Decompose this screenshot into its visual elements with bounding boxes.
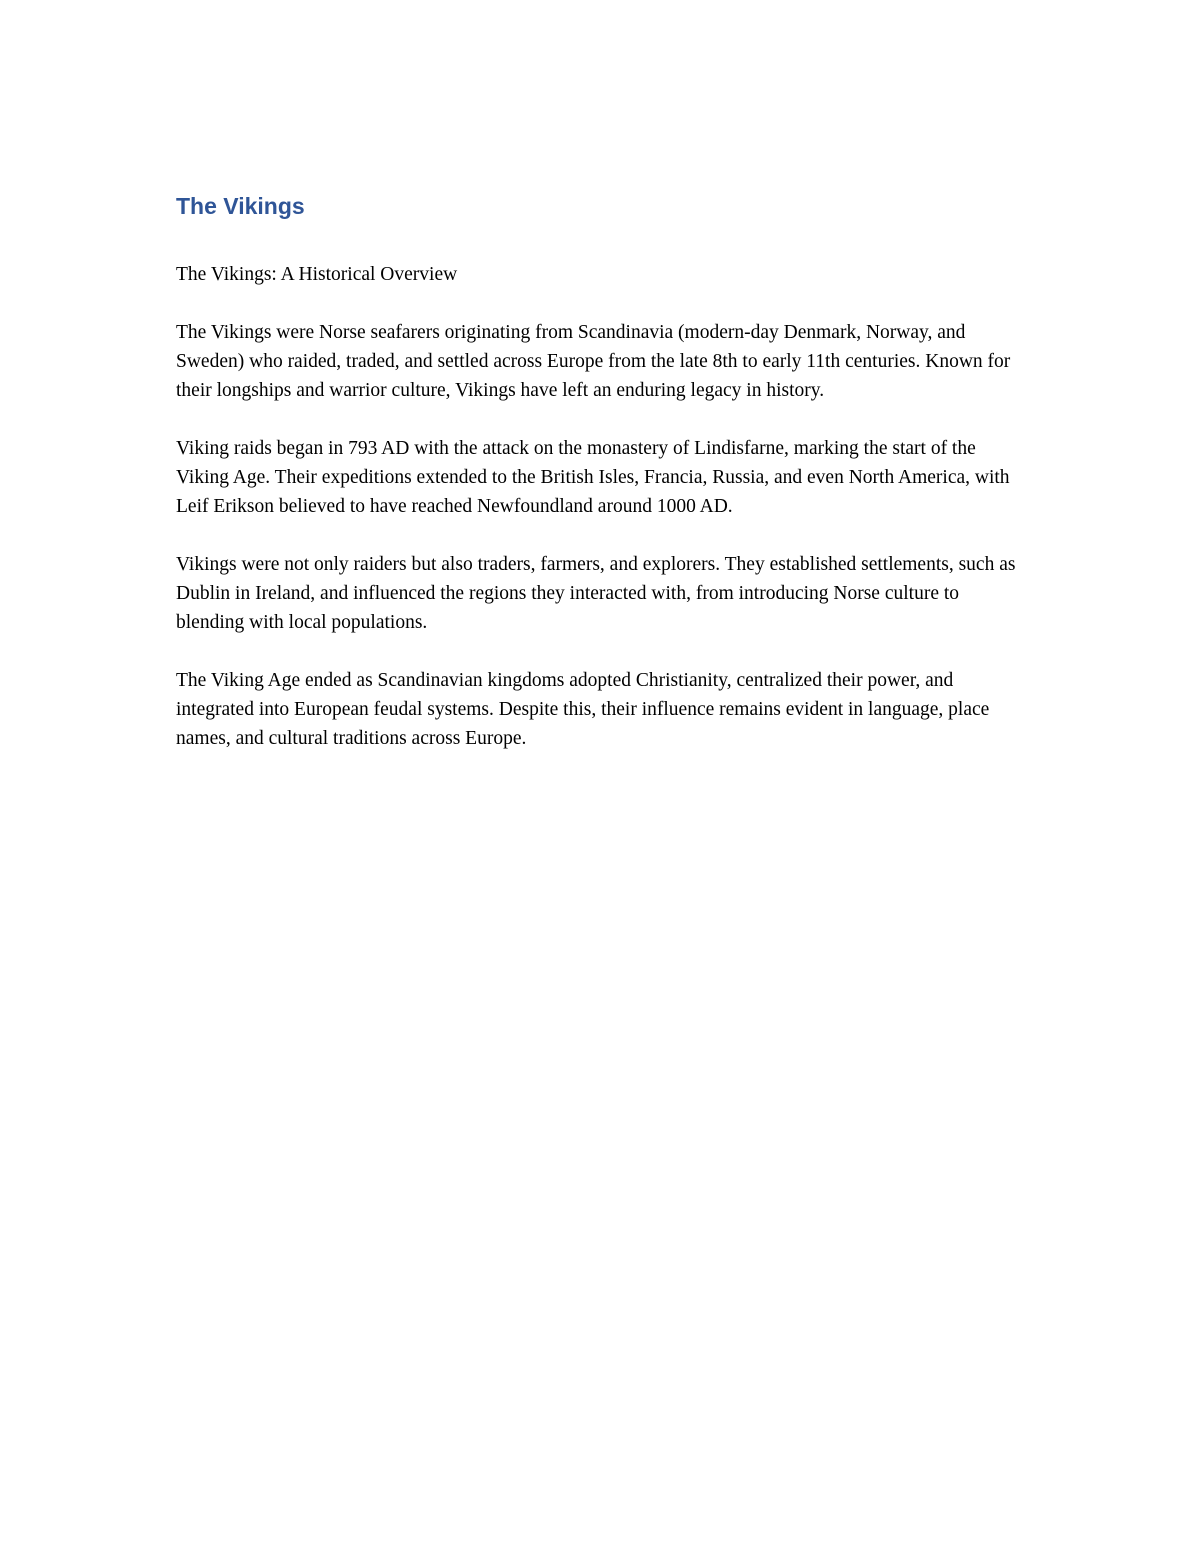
document-subtitle: The Vikings: A Historical Overview [176,264,458,285]
paragraph-raids: Viking raids began in 793 AD with the attack on the monastery of Lindisfarne, marking the start of the Viking Age. Their expeditions extended to the British Isles, Francia, Russia, and even North America, with Leif Erikson believed to have reached Newfoundland around 1000 AD. [176,438,1010,517]
document-title: The Vikings [176,193,305,219]
paragraph-end-of-age: The Viking Age ended as Scandinavian kingdoms adopted Christianity, centralized their power, and integrated into European feudal systems. Despite this, their influence remains evident in language, place names, and cultural traditions across Europe. [176,670,990,749]
paragraph-settlements: Vikings were not only raiders but also traders, farmers, and explorers. They established settlements, such as Dublin in Ireland, and influenced the regions they interacted with, from introducing Norse culture to blending with local populations. [176,554,1016,633]
paragraph-introduction: The Vikings were Norse seafarers originating from Scandinavia (modern-day Denmark, Norway, and Sweden) who raided, traded, and settled across Europe from the late 8th to early 11th centuries. Known for their longships and warrior culture, Vikings have left an enduring legacy in history. [176,322,1011,401]
document-body [176,188,1026,782]
